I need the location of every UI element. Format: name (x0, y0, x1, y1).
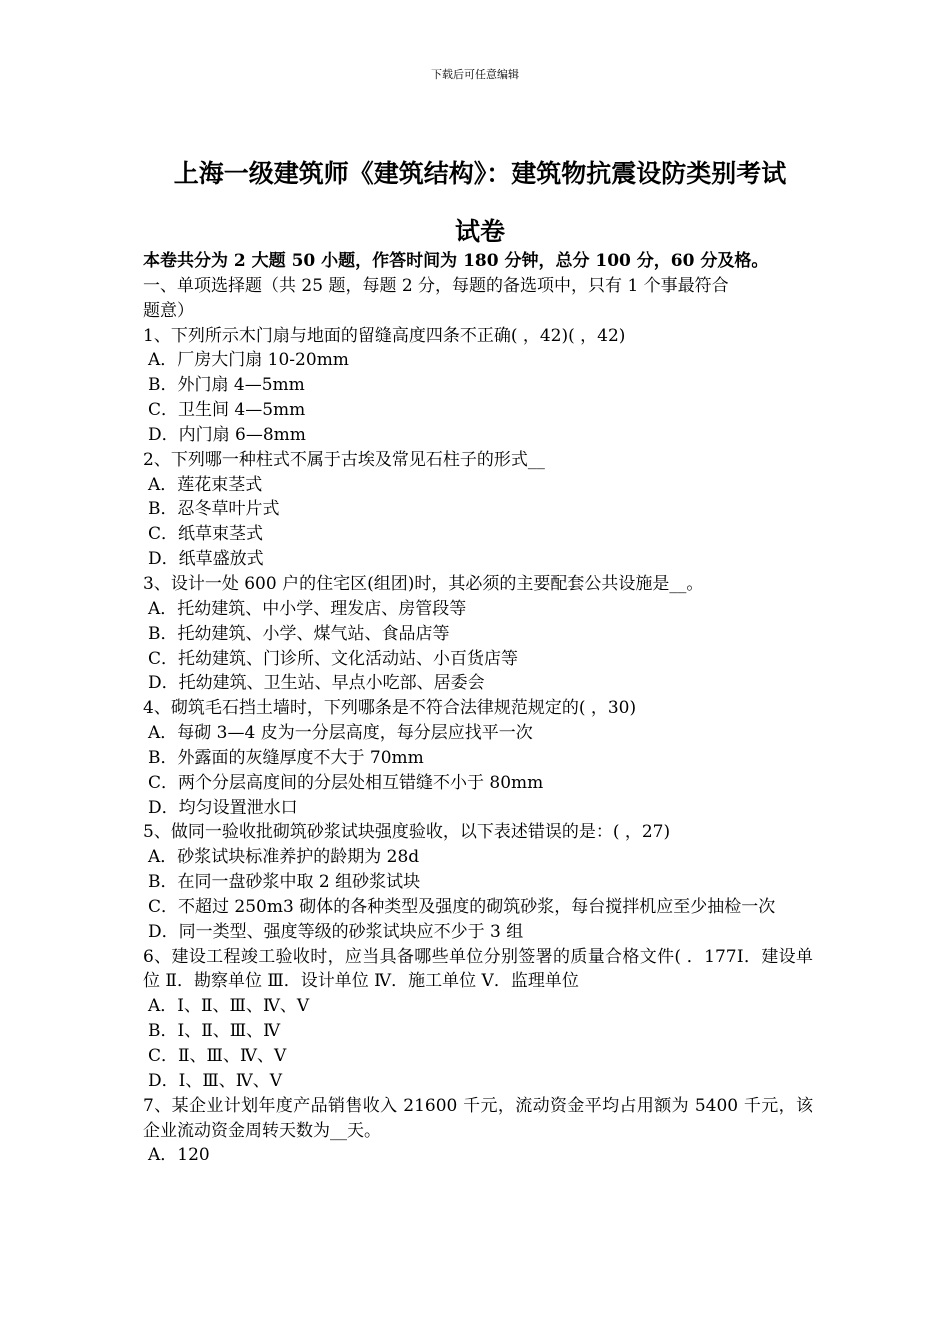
option-a: A．托幼建筑、中小学、理发店、房管段等 (148, 598, 467, 619)
section-heading: 一、单项选择题（共 25 题，每题 2 分，每题的备选项中，只有 1 个事最符合 (143, 275, 729, 296)
option-d: D．均匀设置泄水口 (148, 797, 298, 818)
question-7 (143, 1094, 813, 1169)
option-d: D．托幼建筑、卫生站、早点小吃部、居委会 (148, 673, 485, 694)
option-a: A．每砌 3—4 皮为一分层高度，每分层应找平一次 (148, 723, 533, 744)
exam-summary: 本卷共分为 2 大题 50 小题，作答时间为 180 分钟，总分 100 分，60 分及格。 (143, 251, 769, 271)
option-b: B．在同一盘砂浆中取 2 组砂浆试块 (148, 872, 421, 893)
option-c: C．卫生间 4—5mm (148, 400, 306, 421)
option-b: B．托幼建筑、小学、煤气站、食品店等 (148, 623, 450, 644)
option-b: B．Ⅰ、Ⅱ、Ⅲ、Ⅳ (148, 1021, 281, 1042)
option-c: C．纸草束茎式 (148, 524, 264, 545)
question-stem: 7、某企业计划年度产品销售收入 21600 千元，流动资金平均占用额为 5400 千元，该企业流动资金周转天数为__天。 (143, 1095, 813, 1141)
section-heading-continued: 题意） (143, 300, 194, 321)
question-stem: 2、下列哪一种柱式不属于古埃及常见石柱子的形式__ (143, 449, 545, 470)
question-stem: 1、下列所示木门扇与地面的留缝高度四条不正确( ，42)( ，42) (143, 325, 626, 346)
option-b: B．外露面的灰缝厚度不大于 70mm (148, 747, 424, 768)
question-3 (143, 572, 813, 696)
option-c: C．不超过 250m3 砌体的各种类型及强度的砌筑砂浆，每台搅拌机应至少抽检一次 (148, 896, 776, 917)
question-stem: 6、建设工程竣工验收时，应当具备哪些单位分别签署的质量合格文件( ．177Ⅰ．建设单位 Ⅱ．勘察单位 Ⅲ．设计单位 Ⅳ．施工单位 Ⅴ．监理单位 (143, 946, 813, 992)
option-c: C．两个分层高度间的分层处相互错缝不小于 80mm (148, 772, 544, 793)
question-4 (143, 696, 813, 820)
question-stem: 4、砌筑毛石挡土墙时，下列哪条是不符合法律规范规定的( ，30) (143, 698, 637, 719)
document-body (143, 249, 813, 1168)
question-stem: 3、设计一处 600 户的住宅区(组团)时，其必须的主要配套公共设施是__。 (143, 573, 704, 594)
option-d: D．纸草盛放式 (148, 549, 264, 570)
option-d: D．同一类型、强度等级的砂浆试块应不少于 3 组 (148, 921, 524, 942)
option-a: A．厂房大门扇 10-20mm (148, 350, 349, 371)
question-5 (143, 820, 813, 944)
option-a: A．莲花束茎式 (148, 474, 263, 495)
question-stem: 5、做同一验收批砌筑砂浆试块强度验收，以下表述错误的是：( ，27) (143, 822, 671, 843)
page-header-note: 下载后可任意编辑 (431, 68, 519, 81)
document-title-line-2: 试卷 (454, 217, 505, 246)
option-c: C．托幼建筑、门诊所、文化活动站、小百货店等 (148, 648, 519, 669)
question-2 (143, 448, 813, 572)
option-b: B．忍冬草叶片式 (148, 499, 280, 520)
question-1 (143, 324, 813, 448)
option-d: D．Ⅰ、Ⅲ、Ⅳ、Ⅴ (148, 1070, 282, 1091)
option-c: C．Ⅱ、Ⅲ、Ⅳ、Ⅴ (148, 1046, 287, 1066)
option-a: A．砂浆试块标准养护的龄期为 28d (148, 847, 420, 868)
question-6 (143, 945, 813, 1094)
option-d: D．内门扇 6—8mm (148, 424, 306, 445)
option-b: B．外门扇 4—5mm (148, 375, 305, 396)
document-title-line-1: 上海一级建筑师《建筑结构》：建筑物抗震设防类别考试 (173, 159, 787, 188)
document-title (120, 145, 840, 261)
option-a: A．Ⅰ、Ⅱ、Ⅲ、Ⅳ、Ⅴ (148, 996, 310, 1017)
option-a: A．120 (148, 1145, 210, 1166)
